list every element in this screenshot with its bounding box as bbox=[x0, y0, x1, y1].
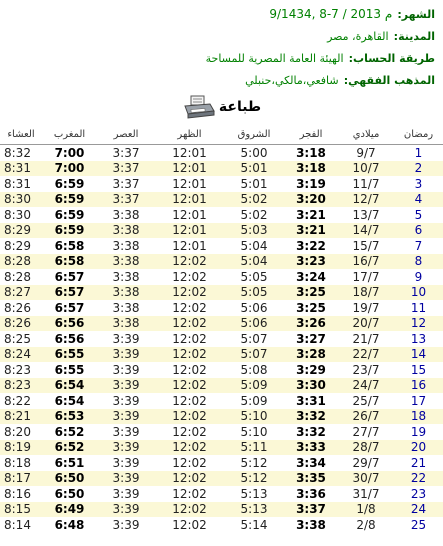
cell-maghrib: 6:58 bbox=[54, 238, 85, 253]
cell-asr: 3:39 bbox=[112, 517, 140, 532]
cell-fajr: 3:28 bbox=[284, 347, 338, 363]
month-label: الشهر: bbox=[397, 8, 435, 21]
cell-asr: 3:39 bbox=[97, 347, 155, 363]
cell-isha: 8:29 bbox=[0, 223, 42, 239]
month-info-line bbox=[5, 2, 435, 24]
prayer-times-table-wrap bbox=[0, 124, 443, 533]
table-row bbox=[0, 254, 443, 270]
table-row bbox=[0, 316, 443, 332]
cell-maghrib: 6:54 bbox=[54, 393, 85, 408]
cell-dhuhr: 12:02 bbox=[155, 471, 224, 487]
cell-dhuhr: 12:02 bbox=[172, 331, 207, 346]
cell-sunrise: 5:01 bbox=[240, 176, 268, 191]
cell-sunrise: 5:05 bbox=[240, 269, 268, 284]
header-maghrib: المغرب bbox=[42, 124, 97, 145]
cell-gregorian: 9/7 bbox=[356, 145, 376, 160]
cell-ramadan: 4 bbox=[394, 192, 443, 208]
cell-sunrise: 5:02 bbox=[224, 192, 284, 208]
table-row bbox=[0, 223, 443, 239]
cell-sunrise: 5:07 bbox=[224, 347, 284, 363]
cell-dhuhr: 12:01 bbox=[155, 161, 224, 177]
cell-dhuhr: 12:01 bbox=[172, 207, 207, 222]
print-link[interactable]: طباعة bbox=[218, 99, 262, 115]
cell-isha: 8:23 bbox=[4, 362, 31, 377]
cell-ramadan: 7 bbox=[414, 238, 423, 253]
cell-fajr: 3:25 bbox=[296, 300, 326, 315]
cell-ramadan: 15 bbox=[410, 362, 427, 377]
table-row bbox=[0, 176, 443, 192]
cell-maghrib: 6:59 bbox=[54, 176, 85, 191]
cell-gregorian: 2/8 bbox=[356, 517, 376, 532]
header-fajr: الفجر bbox=[284, 124, 338, 145]
cell-gregorian: 18/7 bbox=[338, 285, 394, 301]
calculation-method-value: الهيئة العامة المصرية للمساحة bbox=[205, 52, 344, 65]
city-label: المدينة: bbox=[393, 30, 435, 43]
cell-maghrib: 6:56 bbox=[42, 316, 97, 332]
cell-sunrise: 5:12 bbox=[224, 471, 284, 487]
table-body bbox=[0, 145, 443, 533]
cell-fajr: 3:35 bbox=[284, 471, 338, 487]
month-value: 9/1434, 8-7 / 2013 م bbox=[269, 7, 393, 21]
cell-ramadan: 16 bbox=[394, 378, 443, 394]
madhab-info-line bbox=[5, 68, 435, 90]
cell-ramadan: 21 bbox=[410, 455, 427, 470]
city-value: القاهرة، مصر bbox=[327, 30, 389, 43]
table-row bbox=[0, 424, 443, 440]
cell-maghrib: 7:00 bbox=[54, 145, 85, 160]
cell-ramadan: 10 bbox=[394, 285, 443, 301]
cell-asr: 3:39 bbox=[97, 471, 155, 487]
cell-fajr: 3:25 bbox=[284, 285, 338, 301]
cell-maghrib: 6:53 bbox=[42, 409, 97, 425]
cell-gregorian: 29/7 bbox=[352, 455, 380, 470]
table-header-row bbox=[0, 124, 443, 145]
cell-gregorian: 24/7 bbox=[338, 378, 394, 394]
cell-maghrib: 6:49 bbox=[42, 502, 97, 518]
cell-isha: 8:28 bbox=[4, 269, 31, 284]
cell-fajr: 3:36 bbox=[296, 486, 326, 501]
cell-isha: 8:15 bbox=[0, 502, 42, 518]
cell-maghrib: 6:56 bbox=[54, 331, 85, 346]
table-row bbox=[0, 486, 443, 502]
cell-isha: 8:17 bbox=[0, 471, 42, 487]
cell-asr: 3:38 bbox=[97, 316, 155, 332]
cell-asr: 3:38 bbox=[97, 285, 155, 301]
cell-dhuhr: 12:02 bbox=[172, 424, 207, 439]
cell-ramadan: 13 bbox=[410, 331, 427, 346]
cell-maghrib: 6:50 bbox=[54, 486, 85, 501]
table-row bbox=[0, 362, 443, 378]
cell-fajr: 3:23 bbox=[284, 254, 338, 270]
cell-maghrib: 6:52 bbox=[54, 424, 85, 439]
cell-dhuhr: 12:01 bbox=[172, 238, 207, 253]
cell-dhuhr: 12:02 bbox=[172, 455, 207, 470]
location-info-panel bbox=[5, 2, 435, 90]
header-ramadan: رمضان bbox=[394, 124, 443, 145]
cell-ramadan: 6 bbox=[394, 223, 443, 239]
table-row bbox=[0, 331, 443, 347]
cell-sunrise: 5:02 bbox=[240, 207, 268, 222]
cell-maghrib: 6:52 bbox=[42, 440, 97, 456]
cell-isha: 8:16 bbox=[4, 486, 31, 501]
cell-isha: 8:30 bbox=[4, 207, 31, 222]
cell-maghrib: 6:57 bbox=[54, 269, 85, 284]
calculation-method-label: طريقة الحساب: bbox=[348, 52, 435, 65]
table-row bbox=[0, 285, 443, 301]
cell-dhuhr: 12:02 bbox=[155, 440, 224, 456]
cell-ramadan: 19 bbox=[410, 424, 427, 439]
cell-dhuhr: 12:02 bbox=[155, 254, 224, 270]
cell-asr: 3:38 bbox=[97, 223, 155, 239]
cell-gregorian: 17/7 bbox=[352, 269, 380, 284]
cell-asr: 3:37 bbox=[112, 176, 140, 191]
cell-asr: 3:37 bbox=[97, 192, 155, 208]
cell-gregorian: 31/7 bbox=[352, 486, 380, 501]
cell-fajr: 3:21 bbox=[296, 207, 326, 222]
cell-ramadan: 11 bbox=[410, 300, 427, 315]
cell-dhuhr: 12:02 bbox=[155, 316, 224, 332]
cell-dhuhr: 12:01 bbox=[172, 176, 207, 191]
cell-gregorian: 30/7 bbox=[338, 471, 394, 487]
cell-sunrise: 5:04 bbox=[240, 238, 268, 253]
cell-sunrise: 5:11 bbox=[224, 440, 284, 456]
cell-fajr: 3:33 bbox=[284, 440, 338, 456]
cell-ramadan: 25 bbox=[410, 517, 427, 532]
cell-ramadan: 9 bbox=[414, 269, 423, 284]
cell-sunrise: 5:10 bbox=[224, 409, 284, 425]
header-isha: العشاء bbox=[0, 124, 42, 145]
cell-ramadan: 8 bbox=[394, 254, 443, 270]
cell-gregorian: 28/7 bbox=[338, 440, 394, 456]
cell-fajr: 3:21 bbox=[284, 223, 338, 239]
cell-sunrise: 5:07 bbox=[240, 331, 268, 346]
cell-isha: 8:30 bbox=[0, 192, 42, 208]
cell-asr: 3:39 bbox=[112, 424, 140, 439]
cell-fajr: 3:20 bbox=[284, 192, 338, 208]
cell-asr: 3:38 bbox=[112, 269, 140, 284]
cell-ramadan: 20 bbox=[394, 440, 443, 456]
cell-dhuhr: 12:01 bbox=[172, 145, 207, 160]
cell-maghrib: 6:57 bbox=[42, 285, 97, 301]
table-row bbox=[0, 471, 443, 487]
cell-isha: 8:23 bbox=[0, 378, 42, 394]
cell-maghrib: 6:58 bbox=[42, 254, 97, 270]
table-row bbox=[0, 455, 443, 471]
cell-gregorian: 13/7 bbox=[352, 207, 380, 222]
cell-isha: 8:14 bbox=[4, 517, 31, 532]
cell-ramadan: 14 bbox=[394, 347, 443, 363]
cell-fajr: 3:34 bbox=[296, 455, 326, 470]
cell-isha: 8:31 bbox=[0, 161, 42, 177]
cell-sunrise: 5:06 bbox=[240, 300, 268, 315]
cell-gregorian: 11/7 bbox=[352, 176, 380, 191]
cell-asr: 3:39 bbox=[97, 440, 155, 456]
cell-fajr: 3:32 bbox=[284, 409, 338, 425]
table-row bbox=[0, 207, 443, 223]
cell-ramadan: 22 bbox=[394, 471, 443, 487]
cell-maghrib: 6:57 bbox=[54, 300, 85, 315]
cell-isha: 8:22 bbox=[4, 393, 31, 408]
cell-sunrise: 5:12 bbox=[240, 455, 268, 470]
cell-asr: 3:38 bbox=[112, 238, 140, 253]
table-row bbox=[0, 409, 443, 425]
cell-fajr: 3:31 bbox=[296, 393, 326, 408]
table-row bbox=[0, 269, 443, 285]
cell-isha: 8:31 bbox=[4, 176, 31, 191]
madhab-label: المذهب الفقهي: bbox=[343, 74, 435, 87]
cell-maghrib: 6:59 bbox=[54, 207, 85, 222]
cell-ramadan: 2 bbox=[394, 161, 443, 177]
cell-sunrise: 5:09 bbox=[224, 378, 284, 394]
header-dhuhr: الظهر bbox=[155, 124, 224, 145]
cell-asr: 3:38 bbox=[112, 300, 140, 315]
cell-ramadan: 1 bbox=[414, 145, 423, 160]
cell-gregorian: 22/7 bbox=[338, 347, 394, 363]
calculation-method-info-line bbox=[5, 46, 435, 68]
cell-isha: 8:26 bbox=[4, 300, 31, 315]
cell-dhuhr: 12:02 bbox=[172, 269, 207, 284]
table-row bbox=[0, 161, 443, 177]
cell-isha: 8:24 bbox=[0, 347, 42, 363]
header-sunrise: الشروق bbox=[224, 124, 284, 145]
table-row bbox=[0, 300, 443, 316]
cell-ramadan: 23 bbox=[410, 486, 427, 501]
cell-gregorian: 14/7 bbox=[338, 223, 394, 239]
cell-dhuhr: 12:02 bbox=[172, 362, 207, 377]
cell-isha: 8:26 bbox=[0, 316, 42, 332]
cell-maghrib: 6:55 bbox=[42, 347, 97, 363]
table-row bbox=[0, 192, 443, 208]
cell-asr: 3:39 bbox=[112, 393, 140, 408]
city-info-line bbox=[5, 24, 435, 46]
table-row bbox=[0, 347, 443, 363]
cell-dhuhr: 12:02 bbox=[172, 300, 207, 315]
cell-gregorian: 15/7 bbox=[352, 238, 380, 253]
cell-isha: 8:29 bbox=[4, 238, 31, 253]
table-row bbox=[0, 393, 443, 409]
cell-asr: 3:38 bbox=[97, 254, 155, 270]
cell-gregorian: 26/7 bbox=[338, 409, 394, 425]
cell-fajr: 3:18 bbox=[284, 161, 338, 177]
cell-asr: 3:39 bbox=[97, 502, 155, 518]
cell-maghrib: 7:00 bbox=[42, 161, 97, 177]
cell-isha: 8:27 bbox=[0, 285, 42, 301]
cell-sunrise: 5:03 bbox=[224, 223, 284, 239]
cell-maghrib: 6:54 bbox=[42, 378, 97, 394]
cell-dhuhr: 12:01 bbox=[155, 223, 224, 239]
table-row bbox=[0, 378, 443, 394]
cell-sunrise: 5:04 bbox=[224, 254, 284, 270]
cell-dhuhr: 12:02 bbox=[155, 378, 224, 394]
cell-maghrib: 6:51 bbox=[54, 455, 85, 470]
header-gregorian: ميلادي bbox=[338, 124, 394, 145]
cell-sunrise: 5:13 bbox=[224, 502, 284, 518]
cell-fajr: 3:38 bbox=[296, 517, 326, 532]
cell-gregorian: 21/7 bbox=[352, 331, 380, 346]
cell-maghrib: 6:55 bbox=[54, 362, 85, 377]
cell-dhuhr: 12:01 bbox=[155, 192, 224, 208]
cell-asr: 3:37 bbox=[112, 145, 140, 160]
cell-sunrise: 5:14 bbox=[240, 517, 268, 532]
cell-sunrise: 5:00 bbox=[240, 145, 268, 160]
prayer-times-table bbox=[0, 124, 443, 533]
cell-maghrib: 6:48 bbox=[54, 517, 85, 532]
cell-maghrib: 6:59 bbox=[42, 223, 97, 239]
cell-isha: 8:18 bbox=[4, 455, 31, 470]
cell-fajr: 3:32 bbox=[296, 424, 326, 439]
cell-isha: 8:21 bbox=[0, 409, 42, 425]
cell-asr: 3:39 bbox=[112, 486, 140, 501]
cell-gregorian: 19/7 bbox=[352, 300, 380, 315]
cell-sunrise: 5:13 bbox=[240, 486, 268, 501]
cell-gregorian: 12/7 bbox=[338, 192, 394, 208]
cell-fajr: 3:29 bbox=[296, 362, 326, 377]
cell-sunrise: 5:09 bbox=[240, 393, 268, 408]
cell-ramadan: 18 bbox=[394, 409, 443, 425]
cell-ramadan: 5 bbox=[414, 207, 423, 222]
cell-fajr: 3:22 bbox=[296, 238, 326, 253]
cell-gregorian: 16/7 bbox=[338, 254, 394, 270]
cell-asr: 3:39 bbox=[97, 409, 155, 425]
cell-sunrise: 5:01 bbox=[224, 161, 284, 177]
cell-asr: 3:39 bbox=[97, 378, 155, 394]
cell-isha: 8:32 bbox=[4, 145, 31, 160]
cell-dhuhr: 12:02 bbox=[155, 285, 224, 301]
cell-asr: 3:39 bbox=[112, 362, 140, 377]
cell-fajr: 3:27 bbox=[296, 331, 326, 346]
cell-fajr: 3:30 bbox=[284, 378, 338, 394]
cell-ramadan: 3 bbox=[414, 176, 423, 191]
cell-gregorian: 10/7 bbox=[338, 161, 394, 177]
cell-sunrise: 5:10 bbox=[240, 424, 268, 439]
cell-maghrib: 6:59 bbox=[42, 192, 97, 208]
cell-gregorian: 20/7 bbox=[338, 316, 394, 332]
cell-isha: 8:19 bbox=[0, 440, 42, 456]
cell-asr: 3:38 bbox=[112, 207, 140, 222]
table-row bbox=[0, 502, 443, 518]
cell-isha: 8:20 bbox=[4, 424, 31, 439]
header-asr: العصر bbox=[97, 124, 155, 145]
cell-fajr: 3:26 bbox=[284, 316, 338, 332]
cell-dhuhr: 12:02 bbox=[172, 486, 207, 501]
cell-dhuhr: 12:02 bbox=[155, 409, 224, 425]
cell-sunrise: 5:05 bbox=[224, 285, 284, 301]
madhab-value: شافعي،مالكي،حنبلي bbox=[245, 74, 339, 87]
cell-dhuhr: 12:02 bbox=[172, 517, 207, 532]
cell-isha: 8:25 bbox=[4, 331, 31, 346]
cell-fajr: 3:19 bbox=[296, 176, 326, 191]
cell-gregorian: 27/7 bbox=[352, 424, 380, 439]
cell-maghrib: 6:50 bbox=[42, 471, 97, 487]
cell-asr: 3:37 bbox=[97, 161, 155, 177]
cell-dhuhr: 12:02 bbox=[155, 347, 224, 363]
table-row bbox=[0, 238, 443, 254]
cell-ramadan: 24 bbox=[394, 502, 443, 518]
table-row bbox=[0, 517, 443, 533]
cell-fajr: 3:37 bbox=[284, 502, 338, 518]
cell-asr: 3:39 bbox=[112, 331, 140, 346]
print-control[interactable] bbox=[0, 94, 443, 120]
cell-sunrise: 5:06 bbox=[224, 316, 284, 332]
table-row bbox=[0, 440, 443, 456]
cell-isha: 8:28 bbox=[0, 254, 42, 270]
cell-ramadan: 12 bbox=[394, 316, 443, 332]
cell-dhuhr: 12:02 bbox=[155, 502, 224, 518]
cell-fajr: 3:24 bbox=[296, 269, 326, 284]
cell-ramadan: 17 bbox=[410, 393, 427, 408]
cell-gregorian: 23/7 bbox=[352, 362, 380, 377]
cell-asr: 3:39 bbox=[112, 455, 140, 470]
cell-gregorian: 1/8 bbox=[338, 502, 394, 518]
table-row bbox=[0, 145, 443, 161]
cell-gregorian: 25/7 bbox=[352, 393, 380, 408]
printer-icon[interactable] bbox=[182, 94, 216, 120]
cell-dhuhr: 12:02 bbox=[172, 393, 207, 408]
cell-sunrise: 5:08 bbox=[240, 362, 268, 377]
cell-fajr: 3:18 bbox=[296, 145, 326, 160]
